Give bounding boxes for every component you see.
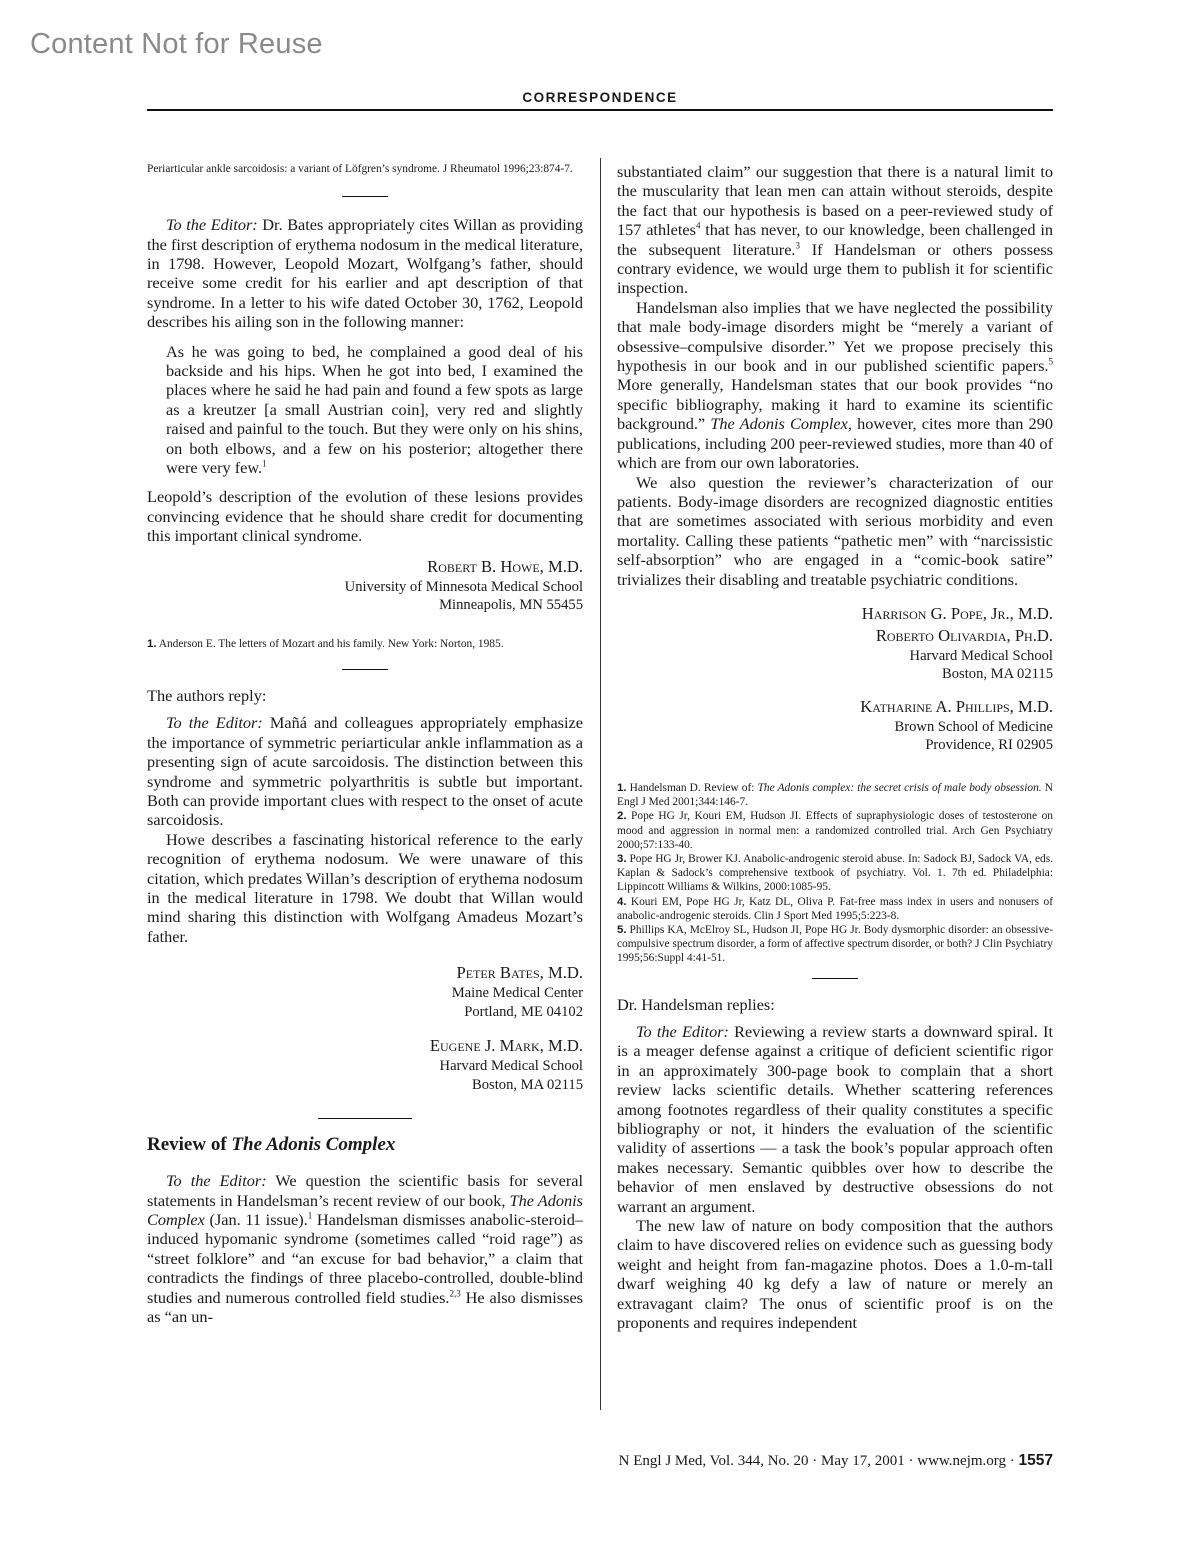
editor-salutation: To the Editor: [636,1021,729,1041]
howe-letter-p1: To the Editor: Dr. Bates appropriately cites Willan as providing the first description of erythema nodosum in the medical literature, in 1798. However, Leopold Mozart, Wolfgang’s father, should receive some credit for his earlier and apt description of that syndrome. In a letter to his wife dated October 30, 1762, Leopold describes his ailing son in the following manner: [147,215,583,332]
page-number: 1557 [1018,1452,1053,1469]
page-footer [619,1452,1053,1470]
signer-address: Boston, MA 02115 [472,1076,583,1093]
signature-pope-olivardia [617,603,1053,684]
handelsman-reply-p1: To the Editor: Reviewing a review starts a downward spiral. It is a meager defense against a critique of deficient scientific rigor in an approximately 300-page book to complain that a short review lacks scientific details. Whether scattering references among footnotes regardless of their quality constitutes a specific bibliography or not, it hinders the evaluation of the scientific validity of assertions — a task the book’s popular approach often makes necessary. Semantic quibbles over how to describe the behavior of men enslaved by destructive obsessions do not warrant an argument. [617,1021,1053,1216]
signature-bates [147,962,583,1021]
signer-name: Harrison G. Pope, Jr., M.D. [861,603,1053,623]
mozart-quote: As he was going to bed, he complained a good deal of his backside and his hips. When he got into bed, I examined the places where he said he had pain and found a few spots as large as a kreutzer [a small Austrian coin], very red and slightly raised and painful to the touch. But they were only on his shins, on both elbows, and a few on his posterior; altogether there were very few.$^1$ [166,341,583,478]
signer-address: Providence, RI 02905 [925,737,1053,754]
reference-item: 1. Handelsman D. Review of: The Adonis complex: the secret crisis of male body obsession. N Engl J Med 2001;344:146-7. [617,781,1054,809]
signer-affiliation: Maine Medical Center [451,985,583,1002]
howe-letter-p2: Leopold’s description of the evolution of these lesions provides convincing evidence that he should share credit for documenting this important clinical syndrome. [147,487,583,546]
signer-address: Boston, MA 02115 [942,666,1053,683]
header-rule [147,109,1053,111]
watermark: Content Not for Reuse [30,28,323,60]
signer-address: Portland, ME 04102 [464,1003,583,1020]
column-divider [600,158,601,1410]
authors-reply-p2: Howe describes a fascinating historical reference to the early recognition of erythema nodosum. We were unaware of this citation, which predates Willan’s description of erythema nodosum in the medical literature in 1798. We doubt that Willan would mind sharing this distinction with Wolfgang Amadeus Mozart’s father. [147,829,583,946]
reference-list [617,781,1053,966]
reference-item: 5. Phillips KA, McElroy SL, Hudson JI, Pope HG Jr. Body dysmorphic disorder: an obsessive-compulsive spectrum disorder, a form of affective spectrum disorder, or both? J Clin Psychiatry 1995;56:Suppl 4:41-51. [617,923,1053,965]
signature-phillips [617,696,1053,755]
signer-name: Katharine A. Phillips, M.D. [860,696,1053,716]
reference-item: 4. Kouri EM, Pope HG Jr, Katz DL, Oliva P. Fat-free mass index in users and nonusers of anabolic-androgenic steroids. Clin J Sport Med 1995;5:223-8. [617,895,1053,922]
section-title-adonis: Review of The Adonis Complex [147,1134,396,1156]
signature-mark [147,1035,583,1094]
signer-affiliation: University of Minnesota Medical School [344,578,583,595]
handelsman-reply-heading: Dr. Handelsman replies: [617,994,775,1014]
signer-name: Peter Bates, M.D. [456,963,583,983]
reference-item: 3. Pope HG Jr, Brower KJ. Anabolic-androgenic steroid abuse. In: Sadock BJ, Sadock VA, eds. Kaplan & Sadock’s comprehensive textbook of psychiatry. Vol. 1. 7th ed. Philadelphia: Lippincott Williams & Wilkins, 2000:1085-95. [617,852,1053,894]
signer-address: Minneapolis, MN 55455 [439,597,583,614]
authors-reply-heading: The authors reply: [147,685,267,705]
signature-howe [147,556,583,615]
editor-salutation: To the Editor: [166,1171,267,1191]
signer-affiliation: Harvard Medical School [909,647,1053,664]
adonis-letter-p1: To the Editor: We question the scientific basis for several statements in Handelsman’s recent review of our book, The Adonis Complex (Jan. 11 issue).$^1$ Handelsman dismisses anabolic-steroid–induced hypomanic syndrome (sometimes called “roid rage”) as “street folklore” and “an excuse for bad behavior,” a claim that contradicts the findings of three placebo-controlled, double-blind studies and numerous controlled field studies.$^{2,3}$ He also dismisses as “an un- [147,1171,584,1327]
editor-salutation: To the Editor: [166,713,263,733]
left-column [147,162,583,1326]
signer-name: Eugene J. Mark, M.D. [429,1036,583,1056]
reference-item: 1. Anderson E. The letters of Mozart and his family. New York: Norton, 1985. [147,637,504,650]
signer-affiliation: Harvard Medical School [439,1058,583,1075]
editor-salutation: To the Editor: [166,215,258,235]
adonis-letter-p2: Handelsman also implies that we have neglected the possibility that male body-image disorders might be “merely a variant of obsessive–compulsive disorder.” Yet we propose precisely this hypothesis in our book and in our published scientific papers.$^5$ More generally, Handelsman states that our book provides “no specific bibliography, making it hard to examine its scientific background.” The Adonis Complex, however, cites more than 290 publications, including 200 peer-reviewed studies, more than 40 of which are from our own laboratories. [617,297,1053,473]
running-head: CORRESPONDENCE [522,90,678,105]
signer-affiliation: Brown School of Medicine [894,718,1053,735]
signer-name: Robert B. Howe, M.D. [427,556,583,576]
right-column [617,162,1053,1332]
signer-name: Roberto Olivardia, Ph.D. [875,625,1053,645]
authors-reply-p1: To the Editor: Mañá and colleagues appropriately emphasize the importance of symmetric periarticular ankle inflammation as a presenting sign of acute sarcoidosis. The distinction between this syndrome and symmetric polyarthritis is subtle but important. Both can provide important clues with respect to the onset of acute sarcoidosis. [147,713,583,830]
journal-citation: N Engl J Med, Vol. 344, No. 20 · May 17, 2001 · www.nejm.org · [618,1453,1019,1469]
adonis-letter-p3: We also question the reviewer’s characterization of our patients. Body-image disorders are recognized diagnostic entities that are sometimes associated with serious morbidity and even mortality. Calling these patients “pathetic men” with “narcissistic self-absorption” who are engaged in a “comic-book satire” trivializes their disabling and treatable psychiatric conditions. [617,472,1053,589]
reference-item: 2. Pope HG Jr, Kouri EM, Hudson JI. Effects of supraphysiologic doses of testosterone on mood and aggression in normal men: a randomized controlled trial. Arch Gen Psychiatry 2000;57:133-40. [617,810,1053,851]
top-reference: Periarticular ankle sarcoidosis: a variant of Löfgren’s syndrome. J Rheumatol 1996;23:874-7. [147,163,573,175]
adonis-letter-p1-cont: substantiated claim” our suggestion that there is a natural limit to the muscularity that lean men can attain without steroids, despite the fact that our hypothesis is based on a peer-reviewed study of 157 athletes$^4$ that has never, to our knowledge, been challenged in the subsequent literature.$^3$ If Handelsman or others possess contrary evidence, we would urge them to publish it for scientific inspection. [617,162,1053,298]
handelsman-reply-p2: The new law of nature on body composition that the authors claim to have discovered relies on evidence such as guessing body weight and height from fan-magazine photos. Does a 1.0-m-tall dwarf weighing 40 kg defy a law of nature or merely an extravagant claim? The onus of scientific proof is on the proponents and requires independent [617,1216,1053,1333]
